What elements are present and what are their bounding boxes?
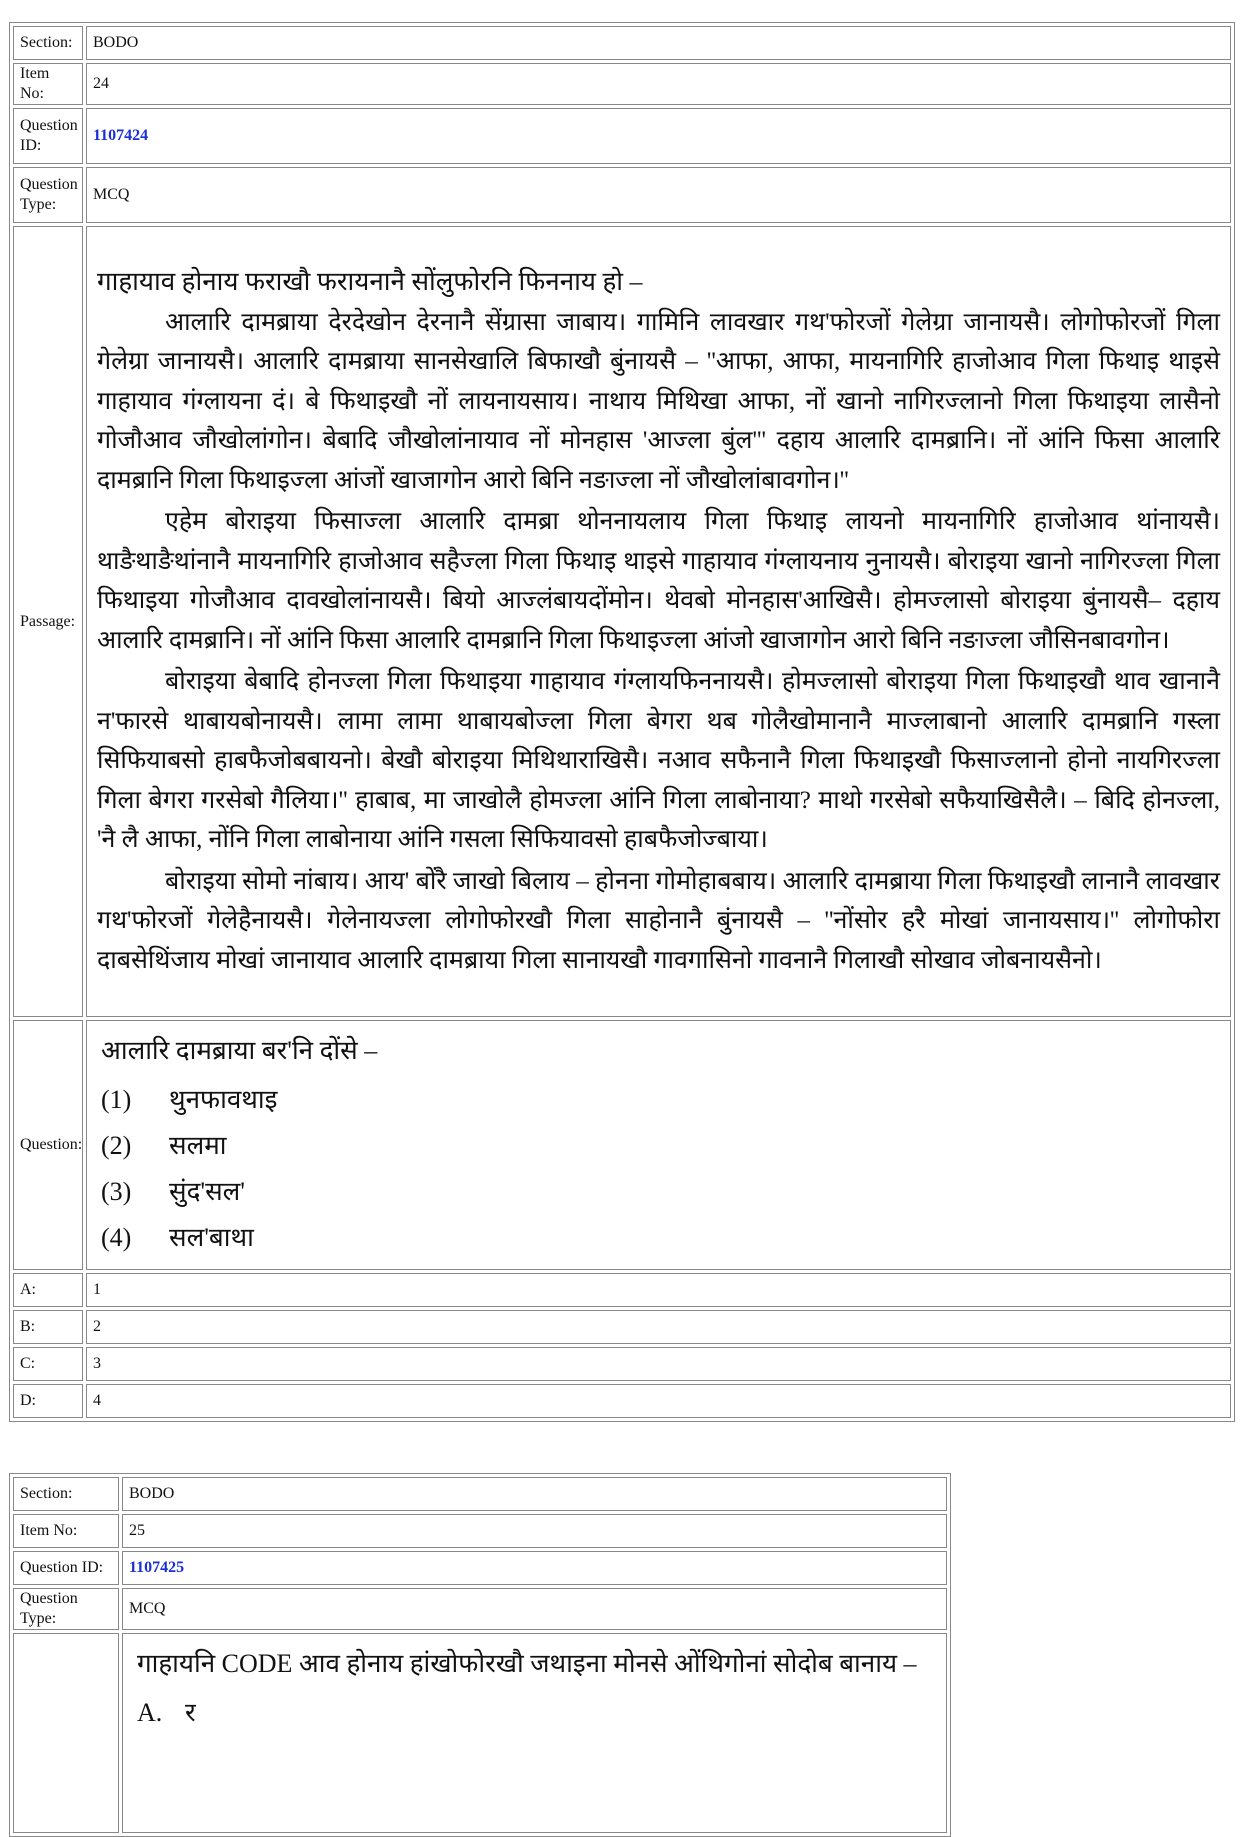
answer-label: D: <box>13 1384 83 1418</box>
answer-row-a <box>13 1273 1231 1307</box>
answer-value: 2 <box>86 1310 1231 1344</box>
question-type-row <box>13 1588 947 1630</box>
section-label: Section: <box>13 26 83 60</box>
passage-label: Passage: <box>13 226 83 1017</box>
question-id-row <box>13 1551 947 1585</box>
question-type-value: MCQ <box>122 1588 947 1630</box>
section-value: BODO <box>122 1477 947 1511</box>
question-content <box>122 1633 947 1833</box>
option-3 <box>101 1169 1220 1215</box>
question-type-value: MCQ <box>86 167 1231 223</box>
question-25-table <box>9 1473 951 1837</box>
option-number: (4) <box>101 1223 132 1252</box>
passage-row <box>13 226 1231 1017</box>
item-label: Item No: <box>13 1514 119 1548</box>
option-4 <box>101 1215 1220 1261</box>
passage-paragraph-2: एहेम बोराइया फिसाज्ला आलारि दामब्रा थोननायलाय गिला फिथाइ लायनो मायनागिरि हाजोआव थांनायसै। थाङैथाङैथांनानै मायनागिरि हाजोआव सहैज्ला गिला फिथाइ थाइसे गाहायाव गंग्लायनाय नुनायसै। बोराइया खानो नागिरज्ला गिला फिथाइया गोजौआव दावखोलांनायसै। बियो आज्लंबायदोंमोन। थेवबो मोनहास'आखिसै। होमज्लासो बोराइया बुंनायसै– दहाय आलारि दामब्रानि। नों आंनि फिसा आलारि दामब्रानि गिला फिथाइज्ला आंजो खाजागोन आरो बिनि नङाज्ला जौसिनबावगोन। <box>97 508 1220 654</box>
question-id-value: 1107425 <box>122 1551 947 1585</box>
item-row <box>13 1514 947 1548</box>
answer-value: 1 <box>86 1273 1231 1307</box>
answer-label: B: <box>13 1310 83 1344</box>
passage-paragraph-3: बोराइया बेबादि होनज्ला गिला फिथाइया गाहायाव गंग्लायफिननायसै। होमज्लासो बोराइया गिला फिथाइखौ थाव खानानै न'फारसे थाबायबोनायसै। लामा लामा थाबायबोज्ला गिला बेगरा थब गोलैखोमानानै माज्लाबानो आलारि दामब्रानि गस्ला सिफियाबसो हाबफैजोबबायनो। बेखौ बोराइया मिथिथाराखिसै। नआव सफैनानै गिला फिथाइखौ फिसाज्लानो होनो नायगिरज्ला गिला बेगरा गरसेबो गैलिया।'' हाबाब, मा जाखोलै होमज्ला आंनि गिला लाबोनाया? माथो गरसेबो सफैयाखिसैलै। – बिदि होनज्ला, 'नै लै आफा, नोंनि गिला लाबोनाया आंनि गसला सिफियावसो हाबफैजोज्बाया। <box>97 668 1220 854</box>
option-text: सलमा <box>169 1131 227 1160</box>
option-letter: A. <box>137 1698 163 1727</box>
passage-content <box>86 226 1231 1017</box>
option-text: सल'बाथा <box>169 1223 254 1252</box>
answer-value: 3 <box>86 1347 1231 1381</box>
question-content <box>86 1020 1231 1270</box>
passage-paragraph-4: बोराइया सोमो नांबाय। आय' बोंरै जाखो बिलाय – होनना गोमोहाबबाय। आलारि दामब्राया गिला फिथाइखौ लानानै लावखार गथ'फोरजों गेलेहैनायसै। गेलेनायज्ला लोगोफोरखौ गिला साहोनानै बुंनायसै – ''नोंसोर हरै मोखां जानायसाय।'' लोगोफोरा दाबसेथिंजाय मोखां जानायाव आलारि दामब्राया गिला सानायखौ गावगासिनो गावनानै गिलाखौ सोखाव जोबनायसैनो। <box>97 867 1220 974</box>
item-value: 24 <box>86 63 1231 105</box>
passage-intro: गाहायाव होनाय फराखौ फरायनानै सोंलुफोरनि फिननाय हो – <box>97 266 643 296</box>
question-id-row <box>13 108 1231 164</box>
section-value: BODO <box>86 26 1231 60</box>
question-label: Question: <box>13 1020 83 1270</box>
answer-row-b <box>13 1310 1231 1344</box>
answer-row-d <box>13 1384 1231 1418</box>
answer-value: 4 <box>86 1384 1231 1418</box>
question-row <box>13 1633 947 1833</box>
section-row <box>13 26 1231 60</box>
option-number: (2) <box>101 1131 132 1160</box>
option-number: (3) <box>101 1177 132 1206</box>
answer-label: A: <box>13 1273 83 1307</box>
item-label: Item No: <box>13 63 83 105</box>
option-text: थुनफावथाइ <box>169 1085 278 1114</box>
section-label: Section: <box>13 1477 119 1511</box>
option-2 <box>101 1123 1220 1169</box>
option-1 <box>101 1077 1220 1123</box>
question-id-value: 1107424 <box>86 108 1231 164</box>
option-a <box>137 1690 936 1736</box>
item-row <box>13 63 1231 105</box>
question-row <box>13 1020 1231 1270</box>
section-row <box>13 1477 947 1511</box>
option-number: (1) <box>101 1085 132 1114</box>
question-text: गाहायनि CODE आव होनाय हांखोफोरखौ जथाइना मोनसे ओंथिगोनां सोदोब बानाय – <box>137 1649 917 1678</box>
question-type-label: Question Type: <box>13 1588 119 1630</box>
answer-label: C: <box>13 1347 83 1381</box>
question-id-label: Question ID: <box>13 1551 119 1585</box>
option-text: सुंद'सल' <box>169 1177 245 1206</box>
passage-paragraph-1: आलारि दामब्राया देरदेखोन देरनानै सेंग्रासा जाबाय। गामिनि लावखार गथ'फोरजों गेलेग्रा जानायसै। लोगोफोरजों गिला गेलेग्रा जानायसै। आलारि दामब्राया सानसेखालि बिफाखौ बुंनायसै – ''आफा, आफा, मायनागिरि हाजोआव गिला फिथाइ थाइसे गाहायाव गंग्लायना दं। बे फिथाइखौ नों लायनायसाय। नाथाय मिथिखा आफा, नों खानो नागिरज्लानो गिला फिथाइया लासैनो गोजौआव जौखोलांगोन। बेबादि जौखोलांनायाव नों मोनहास 'आज्ला बुंल''' दहाय आलारि दामब्रानि। नों आंनि फिसा आलारि दामब्रानि गिला फिथाइज्ला आंजों खाजागोन आरो बिनि नङाज्ला नों जौखोलांबावगोन।'' <box>97 308 1220 494</box>
question-id-label: Question ID: <box>13 108 83 164</box>
question-text: आलारि दामब्राया बर'नि दोंसे – <box>101 1036 378 1065</box>
question-type-row <box>13 167 1231 223</box>
question-24-table <box>9 22 1235 1422</box>
item-value: 25 <box>122 1514 947 1548</box>
option-text: र <box>185 1698 196 1727</box>
question-type-label: Question Type: <box>13 167 83 223</box>
answer-row-c <box>13 1347 1231 1381</box>
